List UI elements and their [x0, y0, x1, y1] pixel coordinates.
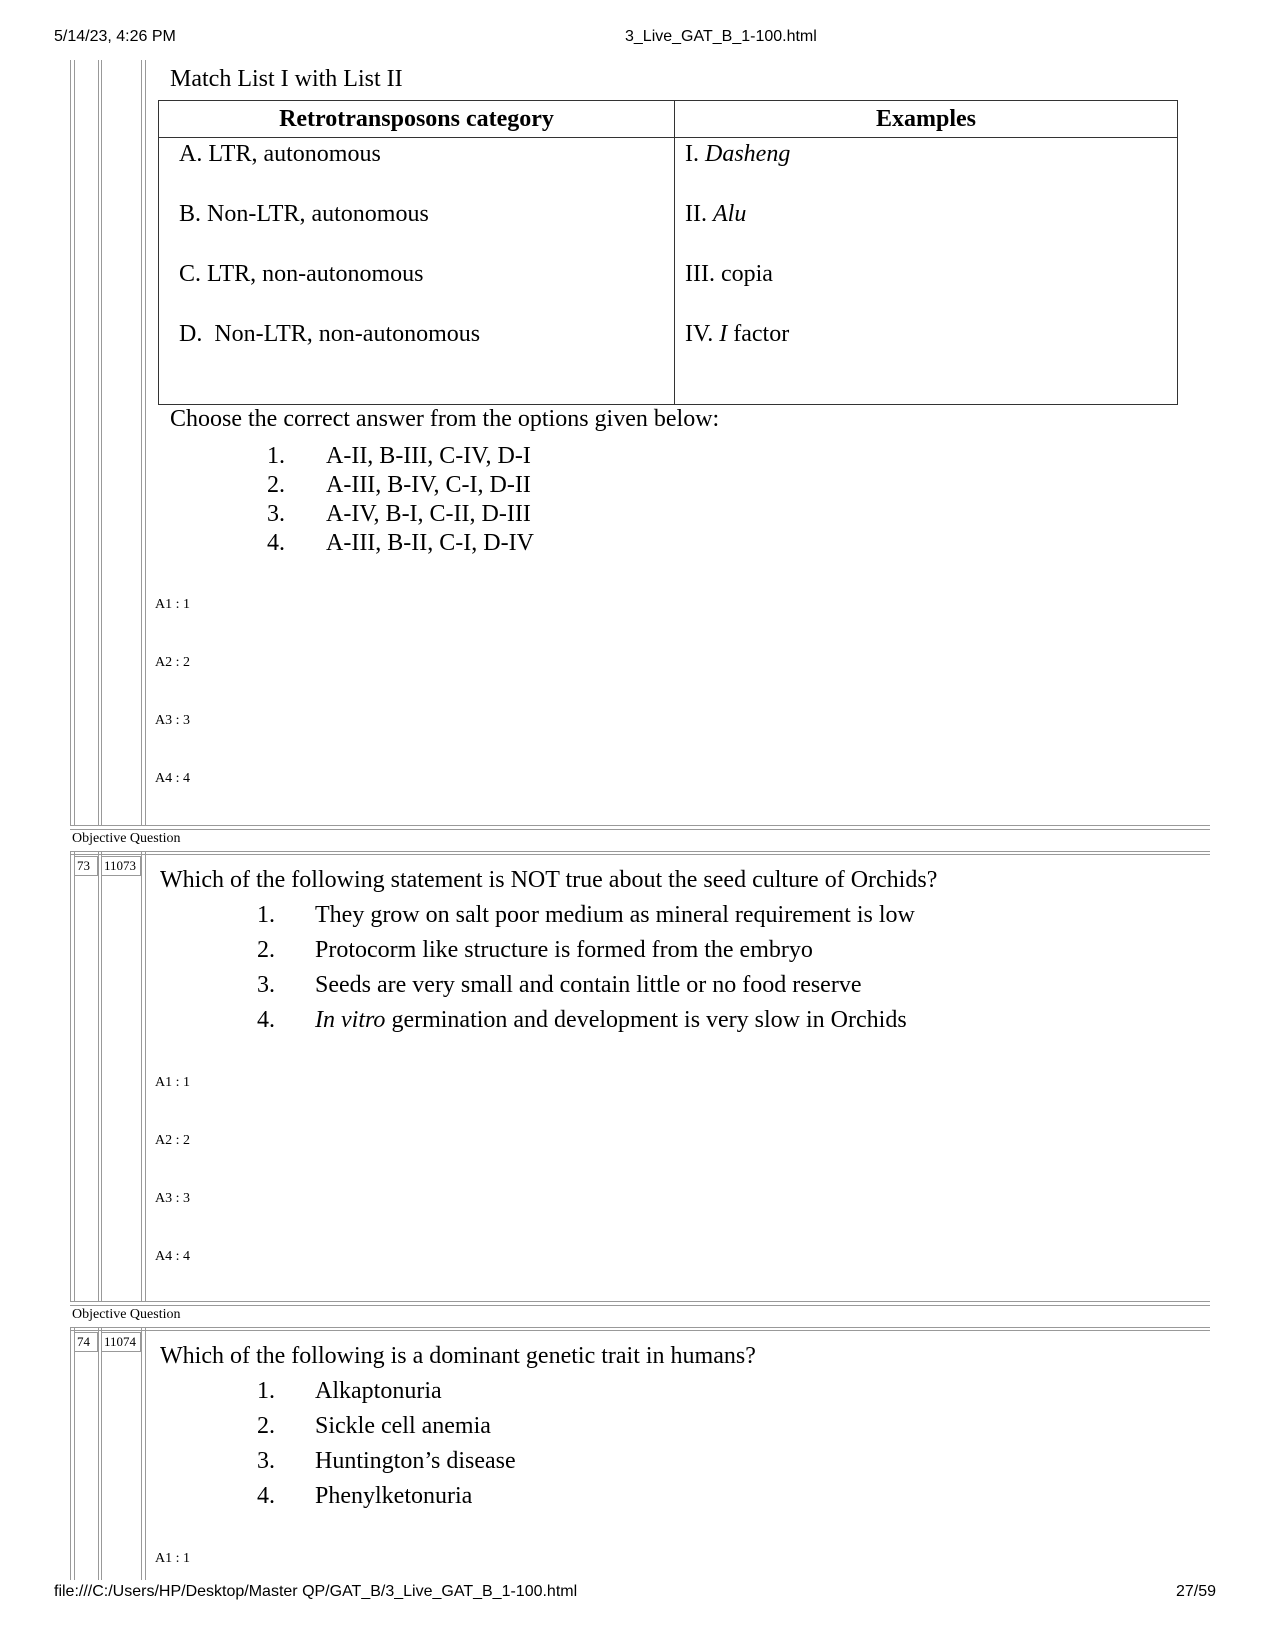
print-file-path: file:///C:/Users/HP/Desktop/Master QP/GAT_B/3_Live_GAT_B_1-100.html	[54, 1583, 578, 1600]
frame-line	[98, 1327, 99, 1580]
frame-line	[141, 1327, 142, 1580]
answer-choice[interactable]: A4 : 4	[155, 1249, 190, 1264]
frame-line	[145, 1327, 146, 1580]
option-number: 4.	[257, 1483, 275, 1509]
print-doc-title: 3_Live_GAT_B_1-100.html	[625, 28, 817, 45]
option-text: A-III, B-II, C-I, D-IV	[326, 530, 534, 556]
answer-choice[interactable]: A4 : 4	[155, 771, 190, 786]
list-one-item: B. Non-LTR, autonomous	[179, 201, 429, 227]
frame-line	[98, 60, 99, 825]
question-id: 11074	[101, 1332, 141, 1352]
question-number: 74	[74, 1332, 98, 1352]
row-divider	[70, 1327, 1210, 1328]
question-type-label: Objective Question	[72, 1307, 181, 1322]
frame-line	[141, 851, 142, 1301]
frame-line	[145, 60, 146, 825]
option-text: A-II, B-III, C-IV, D-I	[326, 443, 531, 469]
answer-choice[interactable]: A1 : 1	[155, 1551, 190, 1566]
column-header-examples: Examples	[675, 101, 1178, 138]
row-divider	[70, 1301, 1210, 1302]
list-one-item: C. LTR, non-autonomous	[179, 261, 424, 287]
option-number: 3.	[257, 1448, 275, 1474]
answer-choice[interactable]: A1 : 1	[155, 1075, 190, 1090]
row-divider	[70, 829, 1210, 830]
option-number: 3.	[257, 972, 275, 998]
answer-choice[interactable]: A2 : 2	[155, 655, 190, 670]
question-text: Which of the following statement is NOT true about the seed culture of Orchids?	[160, 867, 938, 893]
option-number: 3.	[267, 501, 285, 527]
frame-line	[74, 1327, 75, 1580]
question-type-label: Objective Question	[72, 831, 181, 846]
option-number: 2.	[257, 937, 275, 963]
question-text: Which of the following is a dominant genetic trait in humans?	[160, 1343, 756, 1369]
option-text: Huntington’s disease	[315, 1448, 516, 1474]
list-two-item: IV. I factor	[685, 321, 790, 347]
row-divider	[70, 851, 1210, 852]
option-number: 4.	[267, 530, 285, 556]
option-number: 1.	[267, 443, 285, 469]
row-divider	[70, 854, 1210, 855]
option-number: 2.	[257, 1413, 275, 1439]
answer-choice[interactable]: A3 : 3	[155, 1191, 190, 1206]
frame-line	[145, 851, 146, 1301]
list-two-cell	[675, 138, 1178, 405]
option-number: 4.	[257, 1007, 275, 1033]
answer-choice[interactable]: A2 : 2	[155, 1133, 190, 1148]
frame-line	[141, 60, 142, 825]
option-text: Protocorm like structure is formed from the embryo	[315, 937, 813, 963]
list-one-item: D. Non-LTR, non-autonomous	[179, 321, 481, 347]
answer-instruction: Choose the correct answer from the options given below:	[170, 406, 720, 432]
frame-line	[98, 851, 99, 1301]
option-text: Sickle cell anemia	[315, 1413, 491, 1439]
frame-line	[70, 851, 71, 1301]
frame-line	[70, 60, 71, 825]
frame-line	[74, 60, 75, 825]
frame-line	[70, 1327, 71, 1580]
list-one-cell	[159, 138, 675, 405]
answer-choice[interactable]: A3 : 3	[155, 713, 190, 728]
list-two-item: III. copia	[685, 261, 773, 287]
option-text: Phenylketonuria	[315, 1483, 473, 1509]
option-text: In vitro germination and development is very slow in Orchids	[315, 1007, 907, 1033]
question-intro: Match List I with List II	[170, 66, 403, 92]
print-page-number: 27/59	[1176, 1583, 1217, 1600]
frame-line	[101, 851, 102, 1301]
list-two-item: I. Dasheng	[685, 141, 791, 167]
option-number: 2.	[267, 472, 285, 498]
option-text: A-III, B-IV, C-I, D-II	[326, 472, 531, 498]
column-header-category: Retrotransposons category	[159, 101, 675, 138]
option-number: 1.	[257, 1378, 275, 1404]
print-datetime: 5/14/23, 4:26 PM	[54, 28, 176, 45]
frame-line	[101, 60, 102, 825]
option-text: They grow on salt poor medium as mineral requirement is low	[315, 902, 915, 928]
row-divider	[70, 825, 1210, 826]
option-text: Alkaptonuria	[315, 1378, 442, 1404]
frame-line	[74, 851, 75, 1301]
question-id: 11073	[101, 856, 141, 876]
option-text: A-IV, B-I, C-II, D-III	[326, 501, 531, 527]
option-text: Seeds are very small and contain little or no food reserve	[315, 972, 862, 998]
list-one-item: A. LTR, autonomous	[179, 141, 381, 167]
frame-line	[101, 1327, 102, 1580]
list-two-item: II. Alu	[685, 201, 747, 227]
answer-choice[interactable]: A1 : 1	[155, 597, 190, 612]
row-divider	[70, 1330, 1210, 1331]
question-number: 73	[74, 856, 98, 876]
row-divider	[70, 1305, 1210, 1306]
match-table	[158, 100, 1178, 405]
option-number: 1.	[257, 902, 275, 928]
